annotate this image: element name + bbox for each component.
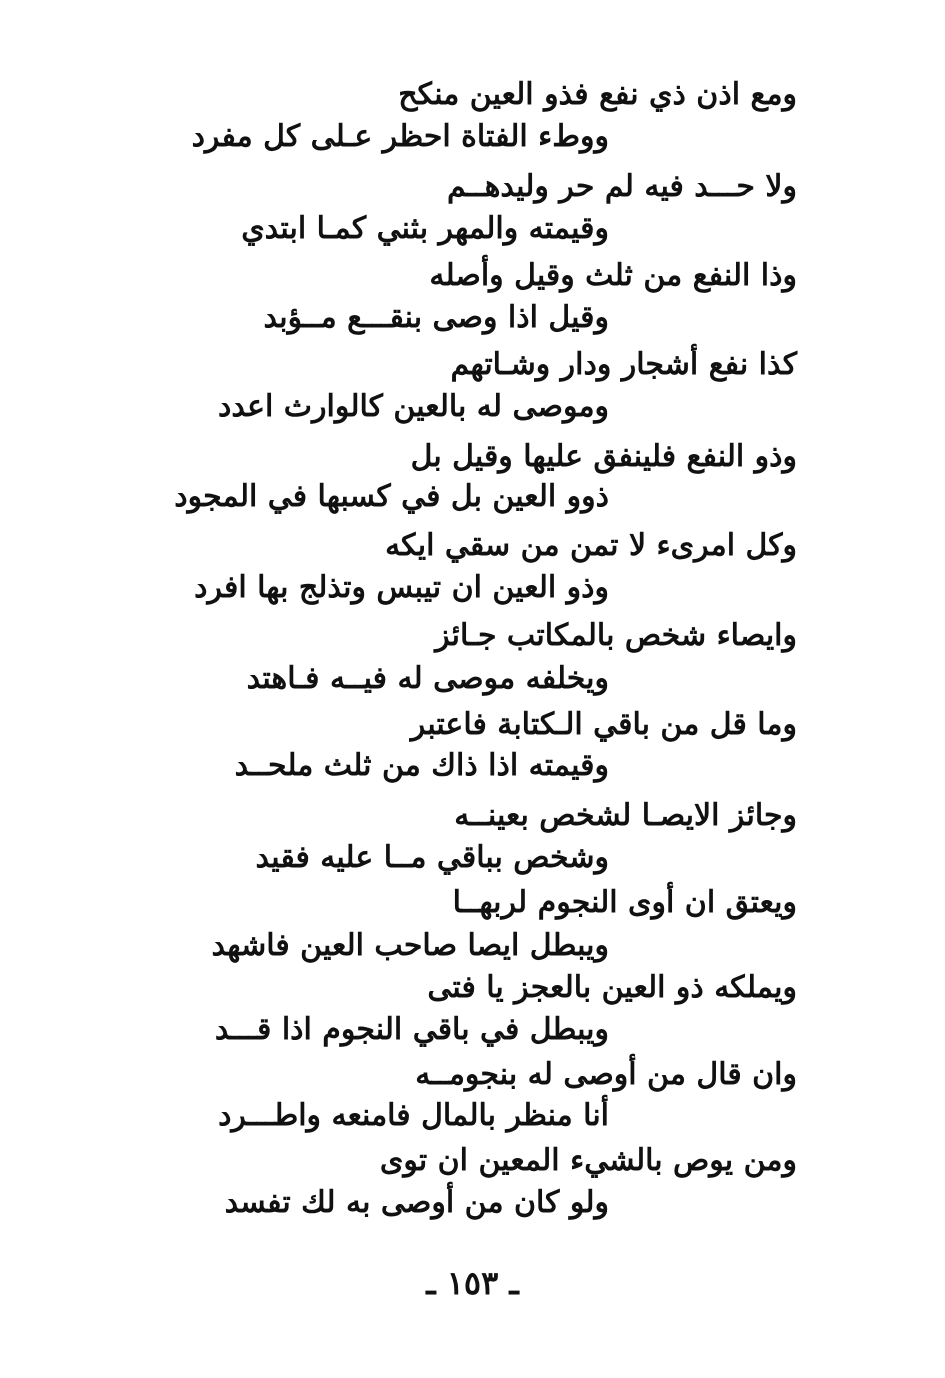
verse-7-first-hemistich: وايصاء شخص بالمكاتب جـائز	[435, 618, 797, 653]
verse-10-second-hemistich: ويبطل ايصا صاحب العين فاشهد	[211, 928, 609, 963]
verse-8-first-hemistich: وما قل من باقي الـكتابة فاعتبر	[410, 707, 797, 742]
verse-7-second-hemistich: ويخلفه موصى له فيــه فـاهتد	[246, 661, 609, 696]
verse-1-first-hemistich: ومع اذن ذي نفع فذو العين منكح	[398, 77, 797, 112]
verse-9-first-hemistich: وجائز الايصـا لشخص بعينــه	[454, 798, 797, 833]
verse-9-second-hemistich: وشخص بباقي مــا عليه فقيد	[255, 840, 609, 875]
verse-5-second-hemistich: ذوو العين بل في كسبها في المجود	[174, 479, 609, 514]
verse-12-first-hemistich: وان قال من أوصى له بنجومــه	[415, 1057, 797, 1092]
verse-13-first-hemistich: ومن يوص بالشيء المعين ان توى	[379, 1143, 797, 1178]
verse-11-first-hemistich: ويملكه ذو العين بالعجز يا فتى	[427, 970, 797, 1005]
page-number: ـ ١٥٣ ـ	[426, 1264, 519, 1302]
verse-1-second-hemistich: ووطء الفتاة احظر عـلى كل مفرد	[191, 119, 609, 154]
verse-3-second-hemistich: وقيل اذا وصى بنقـــع مــؤبد	[263, 300, 609, 335]
verse-8-second-hemistich: وقيمته اذا ذاك من ثلث ملحــد	[234, 748, 609, 783]
verse-10-first-hemistich: ويعتق ان أوى النجوم لربهــا	[452, 885, 797, 920]
verse-6-second-hemistich: وذو العين ان تيبس وتذلج بها افرد	[194, 570, 609, 605]
verse-13-second-hemistich: ولو كان من أوصى به لك تفسد	[224, 1185, 609, 1220]
verse-12-second-hemistich: أنا منظر بالمال فامنعه واطـــرد	[218, 1098, 609, 1133]
verse-11-second-hemistich: ويبطل في باقي النجوم اذا قـــد	[214, 1012, 609, 1047]
verse-3-first-hemistich: وذا النفع من ثلث وقيل وأصله	[429, 258, 797, 293]
verse-4-second-hemistich: وموصى له بالعين كالوارث اعدد	[218, 389, 609, 424]
verse-2-first-hemistich: ولا حـــد فيه لم حر وليدهــم	[447, 169, 797, 204]
verse-4-first-hemistich: كذا نفع أشجار ودار وشـاتهم	[450, 347, 797, 382]
verse-2-second-hemistich: وقيمته والمهر بثني كمـا ابتدي	[241, 211, 609, 246]
verse-5-first-hemistich: وذو النفع فلينفق عليها وقيل بل	[410, 439, 797, 474]
verse-6-first-hemistich: وكل امرىء لا تمن من سقي ايكه	[385, 528, 797, 563]
